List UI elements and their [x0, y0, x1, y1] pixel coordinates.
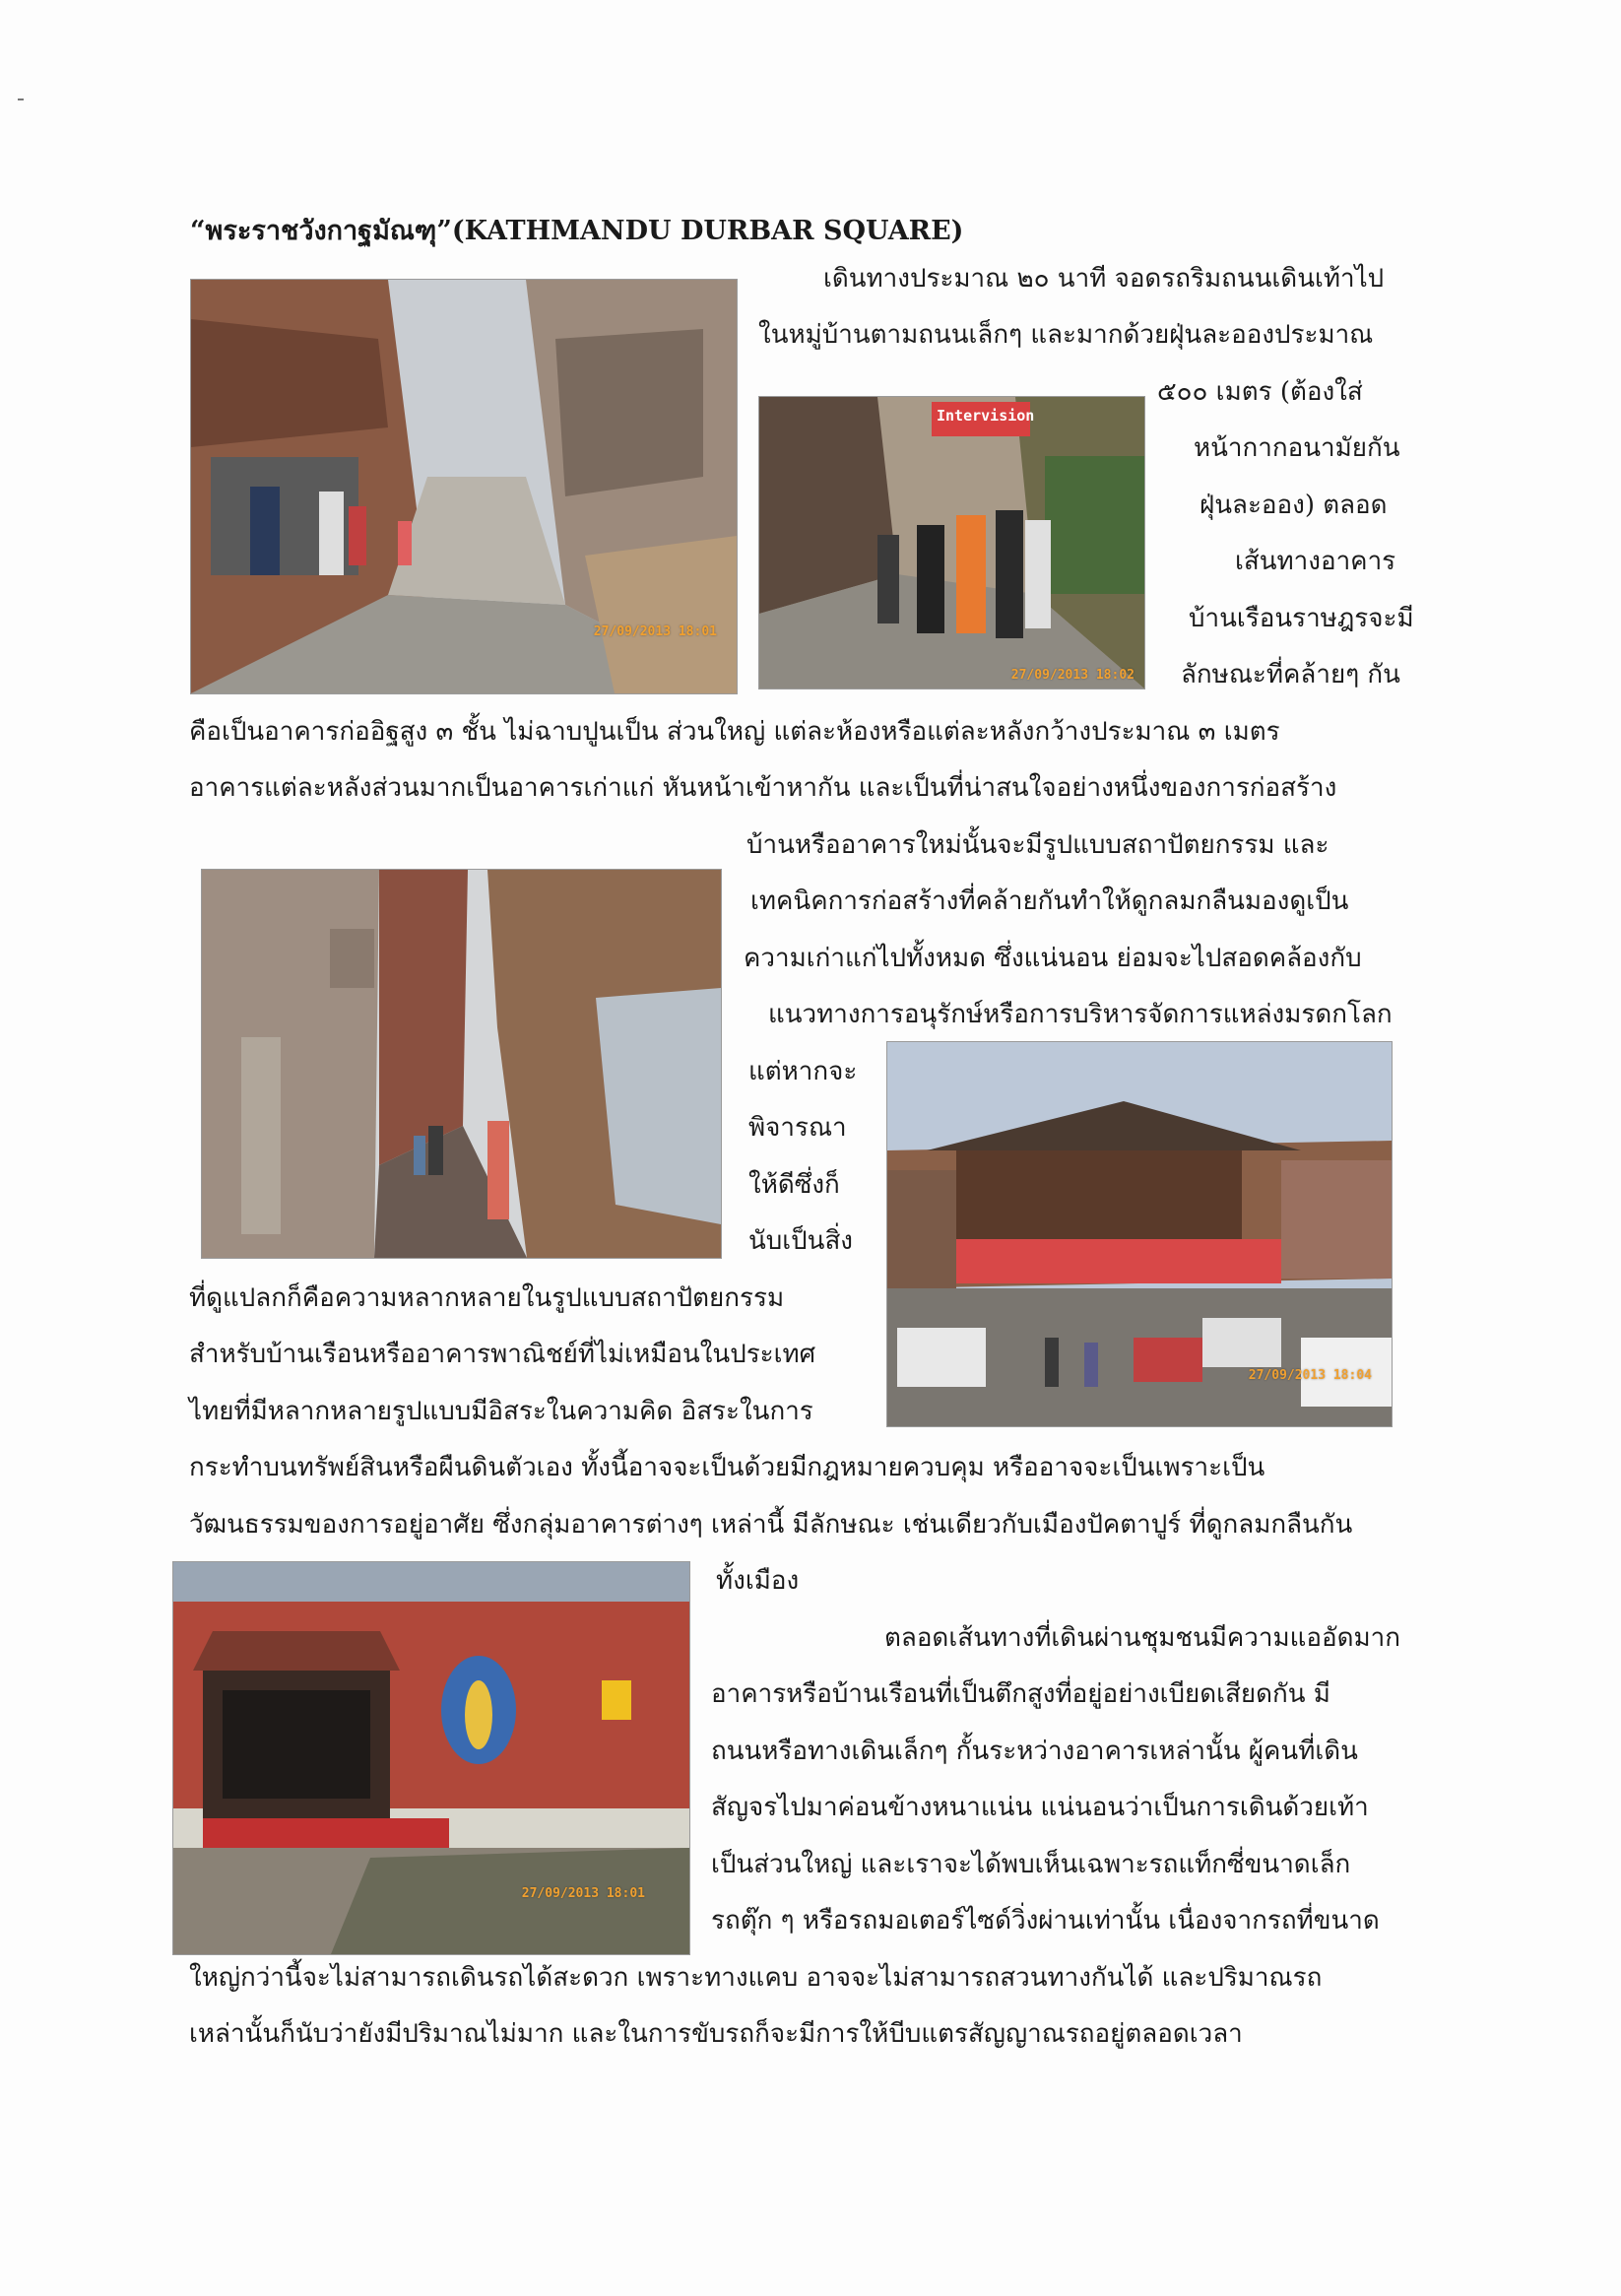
text-line: อาคารหรือบ้านเรือนที่เป็นตึกสูงที่อยู่อย่างเบียดเสียดกัน มี — [711, 1679, 1330, 1709]
photo-timestamp: 27/09/2013 18:04 — [1248, 1368, 1372, 1383]
text-line: ความเก่าแก่ไปทั้งหมด ซึ่งแน่นอน ย่อมจะไปสอดคล้องกับ — [744, 944, 1362, 973]
photo-durbar-square — [886, 1041, 1393, 1427]
text-line: ใหญ่กว่านี้จะไม่สามารถเดินรถได้สะดวก เพราะทางแคบ อาจจะไม่สามารถสวนทางกันได้ และปริมาณรถ — [189, 1963, 1323, 1993]
photo-street-scene — [190, 279, 738, 694]
photo-narrow-alley — [201, 869, 722, 1259]
text-line: บ้านเรือนราษฎรจะมี — [1189, 604, 1414, 633]
text-line: วัฒนธรรมของการอยู่อาศัย ซึ่งกลุ่มอาคารต่างๆ เหล่านี้ มีลักษณะ เช่นเดียวกับเมืองปัคตาปูร์ ที่ดูกลมกลืนกัน — [189, 1510, 1353, 1540]
text-line: บ้านหรืออาคารใหม่นั้นจะมีรูปแบบสถาปัตยกรรม และ — [746, 830, 1329, 860]
text-line: ๕๐๐ เมตร (ต้องใส่ — [1157, 377, 1363, 407]
photo-sign-text: Intervision — [937, 407, 1035, 425]
photo-timestamp: 27/09/2013 18:02 — [1010, 668, 1135, 683]
text-line: สัญจรไปมาค่อนข้างหนาแน่น แน่นอนว่าเป็นการเดินด้วยเท้า — [711, 1793, 1369, 1822]
text-line: หน้ากากอนามัยกัน — [1194, 433, 1400, 463]
text-line: เป็นส่วนใหญ่ และเราจะได้พบเห็นเฉพาะรถแท็กซี่ขนาดเล็ก — [711, 1850, 1351, 1879]
text-line: ทั้งเมือง — [716, 1566, 800, 1596]
text-line: ลักษณะที่คล้ายๆ กัน — [1181, 660, 1400, 689]
photo-timestamp: 27/09/2013 18:01 — [593, 624, 717, 639]
section-title: “พระราชวังกาฐมัณฑุ”(KATHMANDU DURBAR SQUARE) — [190, 216, 964, 246]
text-line: ถนนหรือทางเดินเล็กๆ กั้นระหว่างอาคารเหล่านั้น ผู้คนที่เดิน — [711, 1737, 1358, 1766]
scan-artifact — [18, 98, 24, 100]
text-line: แต่หากจะ — [748, 1057, 858, 1086]
text-line: นับเป็นสิ่ง — [748, 1226, 854, 1256]
text-line: ที่ดูแปลกก็คือความหลากหลายในรูปแบบสถาปัตยกรรม — [189, 1283, 785, 1313]
text-line: ในหมู่บ้านตามถนนเล็กๆ และมากด้วยฝุ่นละอองประมาณ — [758, 320, 1374, 350]
text-line: แนวทางการอนุรักษ์หรือการบริหารจัดการแหล่งมรดกโลก — [768, 1000, 1393, 1029]
text-line: ไทยที่มีหลากหลายรูปแบบมีอิสระในความคิด อิสระในการ — [189, 1397, 813, 1426]
text-line: เหล่านั้นก็นับว่ายังมีปริมาณไม่มาก และในการขับรถก็จะมีการให้บีบแตรสัญญาณรถอยู่ตลอดเวลา — [189, 2019, 1243, 2049]
text-line: พิจารณา — [748, 1113, 847, 1143]
text-line: รถตุ๊ก ๆ หรือรถมอเตอร์ไซด์วิ่งผ่านเท่านั้น เนื่องจากรถที่ขนาด — [711, 1906, 1380, 1935]
text-line: ฝุ่นละออง) ตลอด — [1200, 491, 1388, 520]
text-line: ตลอดเส้นทางที่เดินผ่านชุมชนมีความแออัดมาก — [884, 1623, 1400, 1653]
photo-shrine-courtyard — [172, 1561, 690, 1955]
text-line: อาคารแต่ละหลังส่วนมากเป็นอาคารเก่าแก่ หันหน้าเข้าหากัน และเป็นที่น่าสนใจอย่างหนึ่งของการก่อสร้าง — [189, 773, 1337, 803]
photo-tour-group — [758, 396, 1145, 689]
text-line: เส้นทางอาคาร — [1235, 547, 1396, 576]
text-line: คือเป็นอาคารก่ออิฐสูง ๓ ชั้น ไม่ฉาบปูนเป็น ส่วนใหญ่ แต่ละห้องหรือแต่ละหลังกว้างประมาณ ๓ เมตร — [189, 717, 1280, 747]
text-line: กระทำบนทรัพย์สินหรือผืนดินตัวเอง ทั้งนี้อาจจะเป็นด้วยมีกฎหมายควบคุม หรืออาจจะเป็นเพราะเป็น — [189, 1453, 1265, 1482]
text-line: เดินทางประมาณ ๒๐ นาที จอดรถริมถนนเดินเท้าไป — [823, 264, 1385, 294]
text-line: สำหรับบ้านเรือนหรืออาคารพาณิชย์ที่ไม่เหมือนในประเทศ — [189, 1340, 816, 1369]
text-line: ให้ดีซึ่งก็ — [748, 1170, 840, 1200]
text-line: เทคนิคการก่อสร้างที่คล้ายกันทำให้ดูกลมกลืนมองดูเป็น — [750, 886, 1349, 916]
photo-timestamp: 27/09/2013 18:01 — [521, 1886, 645, 1901]
